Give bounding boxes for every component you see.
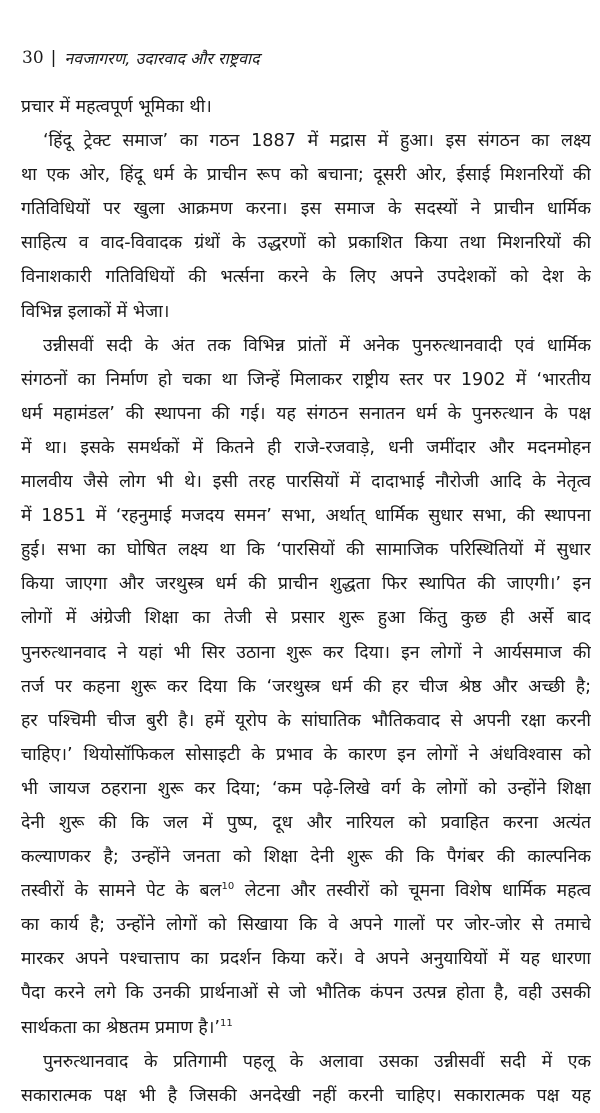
text-line: था एक ओर, हिंदू धर्म के प्राचीन रूप को बचाना; दूसरी ओर, ईसाई मिशनरियों की: [21, 165, 591, 186]
footnote-marker: 10: [221, 881, 235, 893]
text-line: में 1851 में ‘रहनुमाई मजदय समन’ सभा, अर्थात् धार्मिक सुधार सभा, की स्थापना: [21, 506, 591, 527]
text-line: [21, 1011, 591, 1045]
running-header: [22, 44, 260, 72]
text-line: लोगों में अंग्रेजी शिक्षा का तेजी से प्रसार शुरू हुआ किंतु कुछ ही अर्से बाद: [21, 608, 591, 629]
text-line: प्रचार में महत्वपूर्ण भूमिका थी।: [21, 97, 212, 117]
header-separator: |: [50, 48, 57, 68]
text-line: किया जाएगा और जरथुस्त्र धर्म की प्राचीन शुद्धता फिर स्थापित की जाएगी।’ इन: [21, 574, 591, 595]
line-text: तस्वीरों के सामने पेट के बल: [21, 881, 222, 902]
text-line: देनी शुरू की कि जल में पुष्प, दूध और नारियल को प्रवाहित करना अत्यंत: [21, 812, 591, 833]
text-line: हुई। सभा का घोषित लक्ष्य था कि ‘पारसियों की सामाजिक परिस्थितियों में सुधार: [21, 540, 591, 561]
text-line: में था। इसके समर्थकों में कितने ही राजे-रजवाड़े, धनी जमींदार और मदनमोहन: [21, 437, 591, 458]
footnote-marker: 11: [220, 1017, 233, 1029]
book-title: नवजागरण, उदारवाद और राष्ट्रवाद: [64, 49, 260, 68]
text-line: कल्याणकर है; उन्होंने जनता को शिक्षा देनी शुरू की कि पैगंबर की काल्पनिक: [21, 847, 591, 868]
text-line: मारकर अपने पश्चात्ताप का प्रदर्शन किया करें। वे अपने अनुयायियों में यह धारणा: [21, 949, 591, 970]
text-line: पुनरुत्थानवाद के प्रतिगामी पहलू के अलावा उसका उन्नीसवीं सदी में एक: [43, 1051, 591, 1072]
text-line: का कार्य है; उन्होंने लोगों को सिखाया कि वे अपने गालों पर जोर-जोर से तमाचे: [21, 915, 591, 936]
text-line: सकारात्मक पक्ष भी है जिसकी अनदेखी नहीं करनी चाहिए। सकारात्मक पक्ष यह: [21, 1085, 591, 1106]
text-line: धर्म महामंडल’ की स्थापना की गई। यह संगठन सनातन धर्म के पुनरुत्थान के पक्ष: [21, 403, 591, 424]
page-number: 30: [22, 48, 44, 68]
text-line: उन्नीसवीं सदी के अंत तक विभिन्न प्रांतों में अनेक पुनरुत्थानवादी एवं धार्मिक: [43, 335, 591, 356]
text-line: हर पश्चिमी चीज बुरी है। हमें यूरोप के सांघातिक भौतिकवाद से अपनी रक्षा करनी: [21, 710, 591, 731]
body-text: [21, 90, 591, 1113]
text-line: ‘हिंदू ट्रेक्ट समाज’ का गठन 1887 में मद्रास में हुआ। इस संगठन का लक्ष्य: [43, 131, 591, 152]
text-line: मालवीय जैसे लोग भी थे। इसी तरह पारसियों में दादाभाई नौरोजी आदि के नेतृत्व: [21, 472, 591, 493]
text-line: संगठनों का निर्माण हो चका था जिन्हें मिलाकर राष्ट्रीय स्तर पर 1902 में ‘भारतीय: [21, 369, 591, 390]
text-line: साहित्य व वाद-विवादक ग्रंथों के उद्धरणों को प्रकाशित किया तथा मिशनरियों की: [21, 233, 591, 254]
text-line: विभिन्न इलाकों में भेजा।: [21, 301, 170, 322]
text-line: पैदा करने लगे कि उनकी प्रार्थनाओं से जो भौतिक कंपन उत्पन्न होता है, वही उसकी: [21, 983, 591, 1004]
text-line: [21, 874, 591, 908]
text-line: चाहिए।’ थियोसॉफिकल सोसाइटी के प्रभाव के कारण इन लोगों ने अंधविश्वास को: [21, 744, 591, 765]
line-text: सार्थकता का श्रेष्ठतम प्रमाण है।’: [21, 1017, 221, 1038]
text-line: भी जायज ठहराना शुरू कर दिया; ‘कम पढ़े-लिखे वर्ग के लोगों को उन्होंने शिक्षा: [21, 778, 591, 799]
text-line: गतिविधियों पर खुला आक्रमण करना। इस समाज के सदस्यों ने प्राचीन धार्मिक: [21, 199, 591, 220]
text-line: विनाशकारी गतिविधियों की भर्त्सना करने के लिए अपने उपदेशकों को देश के: [21, 267, 591, 288]
line-text-continued: लेटना और तस्वीरों को चूमना विशेष धार्मिक महत्व: [234, 881, 591, 902]
text-line: तर्ज पर कहना शुरू कर दिया कि ‘जरथुस्त्र धर्म की हर चीज श्रेष्ठ और अच्छी है;: [21, 676, 591, 697]
text-line: पुनरुत्थानवाद ने यहां भी सिर उठाना शुरू कर दिया। इन लोगों ने आर्यसमाज की: [21, 642, 591, 663]
